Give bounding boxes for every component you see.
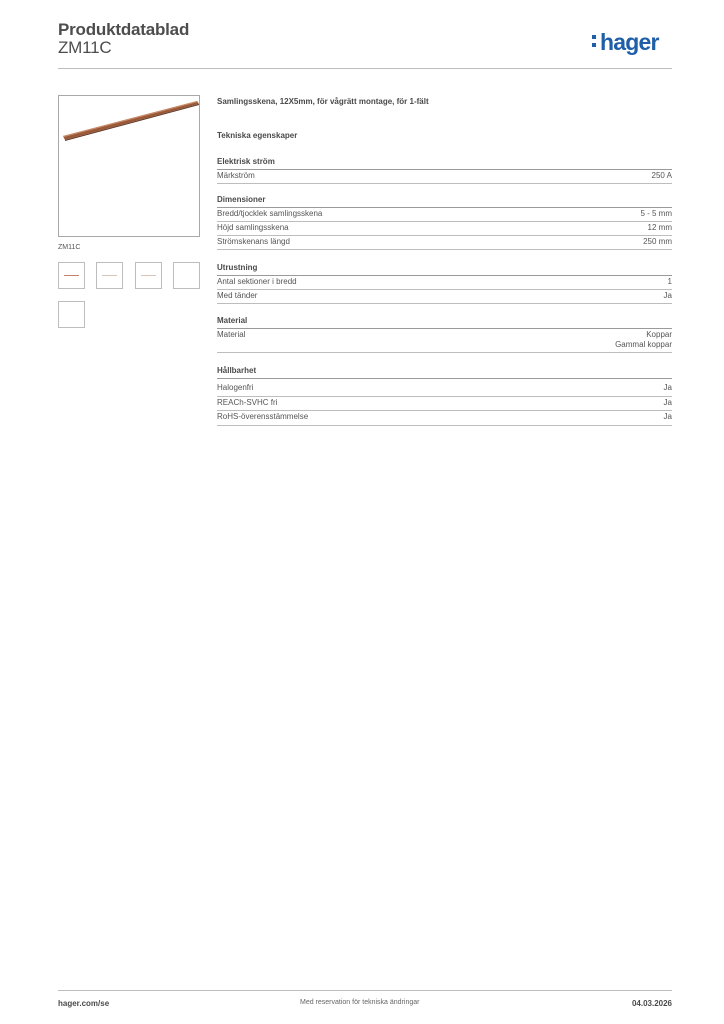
spec-value: 250 mm bbox=[643, 237, 672, 246]
spec-row bbox=[217, 290, 672, 304]
footer-divider bbox=[58, 990, 672, 991]
thumbnail-3[interactable] bbox=[135, 262, 162, 289]
section-title: Tekniska egenskaper bbox=[217, 131, 298, 140]
group-title-sustainability: Hållbarhet bbox=[217, 366, 672, 379]
spec-value: Ja bbox=[663, 398, 672, 407]
spec-value: Koppar bbox=[646, 330, 672, 339]
spec-label: Höjd samlingsskena bbox=[217, 223, 289, 232]
footer-date: 04.03.2026 bbox=[631, 999, 672, 1008]
product-code: ZM11C bbox=[58, 38, 112, 57]
spec-label: Antal sektioner i bredd bbox=[217, 277, 297, 286]
spec-label: Märkström bbox=[217, 171, 255, 180]
spec-label: Strömskenans längd bbox=[217, 237, 290, 246]
spec-value: 12 mm bbox=[647, 223, 672, 232]
spec-row bbox=[217, 276, 672, 290]
group-title-material: Material bbox=[217, 316, 672, 329]
footer-website-link[interactable]: hager.com/se bbox=[58, 999, 110, 1008]
logo-wordmark: hager bbox=[600, 29, 659, 55]
spec-label: REACh-SVHC fri bbox=[217, 398, 278, 407]
spec-label: Med tänder bbox=[217, 291, 258, 300]
spec-row bbox=[217, 329, 672, 353]
image-caption: ZM11C bbox=[58, 244, 81, 251]
spec-value-secondary: Gammal koppar bbox=[615, 340, 672, 349]
header-divider bbox=[58, 68, 672, 69]
spec-row bbox=[217, 222, 672, 236]
product-description: Samlingsskena, 12X5mm, för vågrätt montage, för 1-fält bbox=[217, 97, 429, 106]
spec-row bbox=[217, 208, 672, 222]
spec-row bbox=[217, 411, 672, 426]
footer-disclaimer: Med reservation för tekniska ändringar bbox=[300, 999, 420, 1006]
spec-value: 250 A bbox=[651, 171, 672, 180]
spec-value: Ja bbox=[663, 291, 672, 300]
spec-row bbox=[217, 170, 672, 184]
spec-value: 1 bbox=[667, 277, 672, 286]
logo-dots-icon bbox=[592, 35, 597, 51]
spec-label: Bredd/tjocklek samlingsskena bbox=[217, 209, 323, 218]
spec-row bbox=[217, 382, 672, 397]
hager-logo bbox=[594, 29, 659, 55]
group-title-dimensions: Dimensioner bbox=[217, 195, 672, 208]
spec-row bbox=[217, 397, 672, 411]
thumbnail-1[interactable] bbox=[58, 262, 85, 289]
thumbnail-2[interactable] bbox=[96, 262, 123, 289]
busbar-illustration bbox=[59, 96, 201, 238]
group-title-electrical: Elektrisk ström bbox=[217, 157, 672, 170]
thumbnail-5[interactable] bbox=[58, 301, 85, 328]
page-title: Produktdatablad bbox=[58, 20, 190, 39]
spec-label: Halogenfri bbox=[217, 383, 254, 392]
spec-row bbox=[217, 236, 672, 250]
spec-value: Ja bbox=[663, 383, 672, 392]
spec-label: RoHS-överensstämmelse bbox=[217, 412, 309, 421]
spec-value: Ja bbox=[663, 412, 672, 421]
spec-value: 5 - 5 mm bbox=[640, 209, 672, 218]
group-title-equipment: Utrustning bbox=[217, 263, 672, 276]
product-image[interactable] bbox=[58, 95, 200, 237]
thumbnail-4[interactable] bbox=[173, 262, 200, 289]
spec-label: Material bbox=[217, 330, 246, 339]
